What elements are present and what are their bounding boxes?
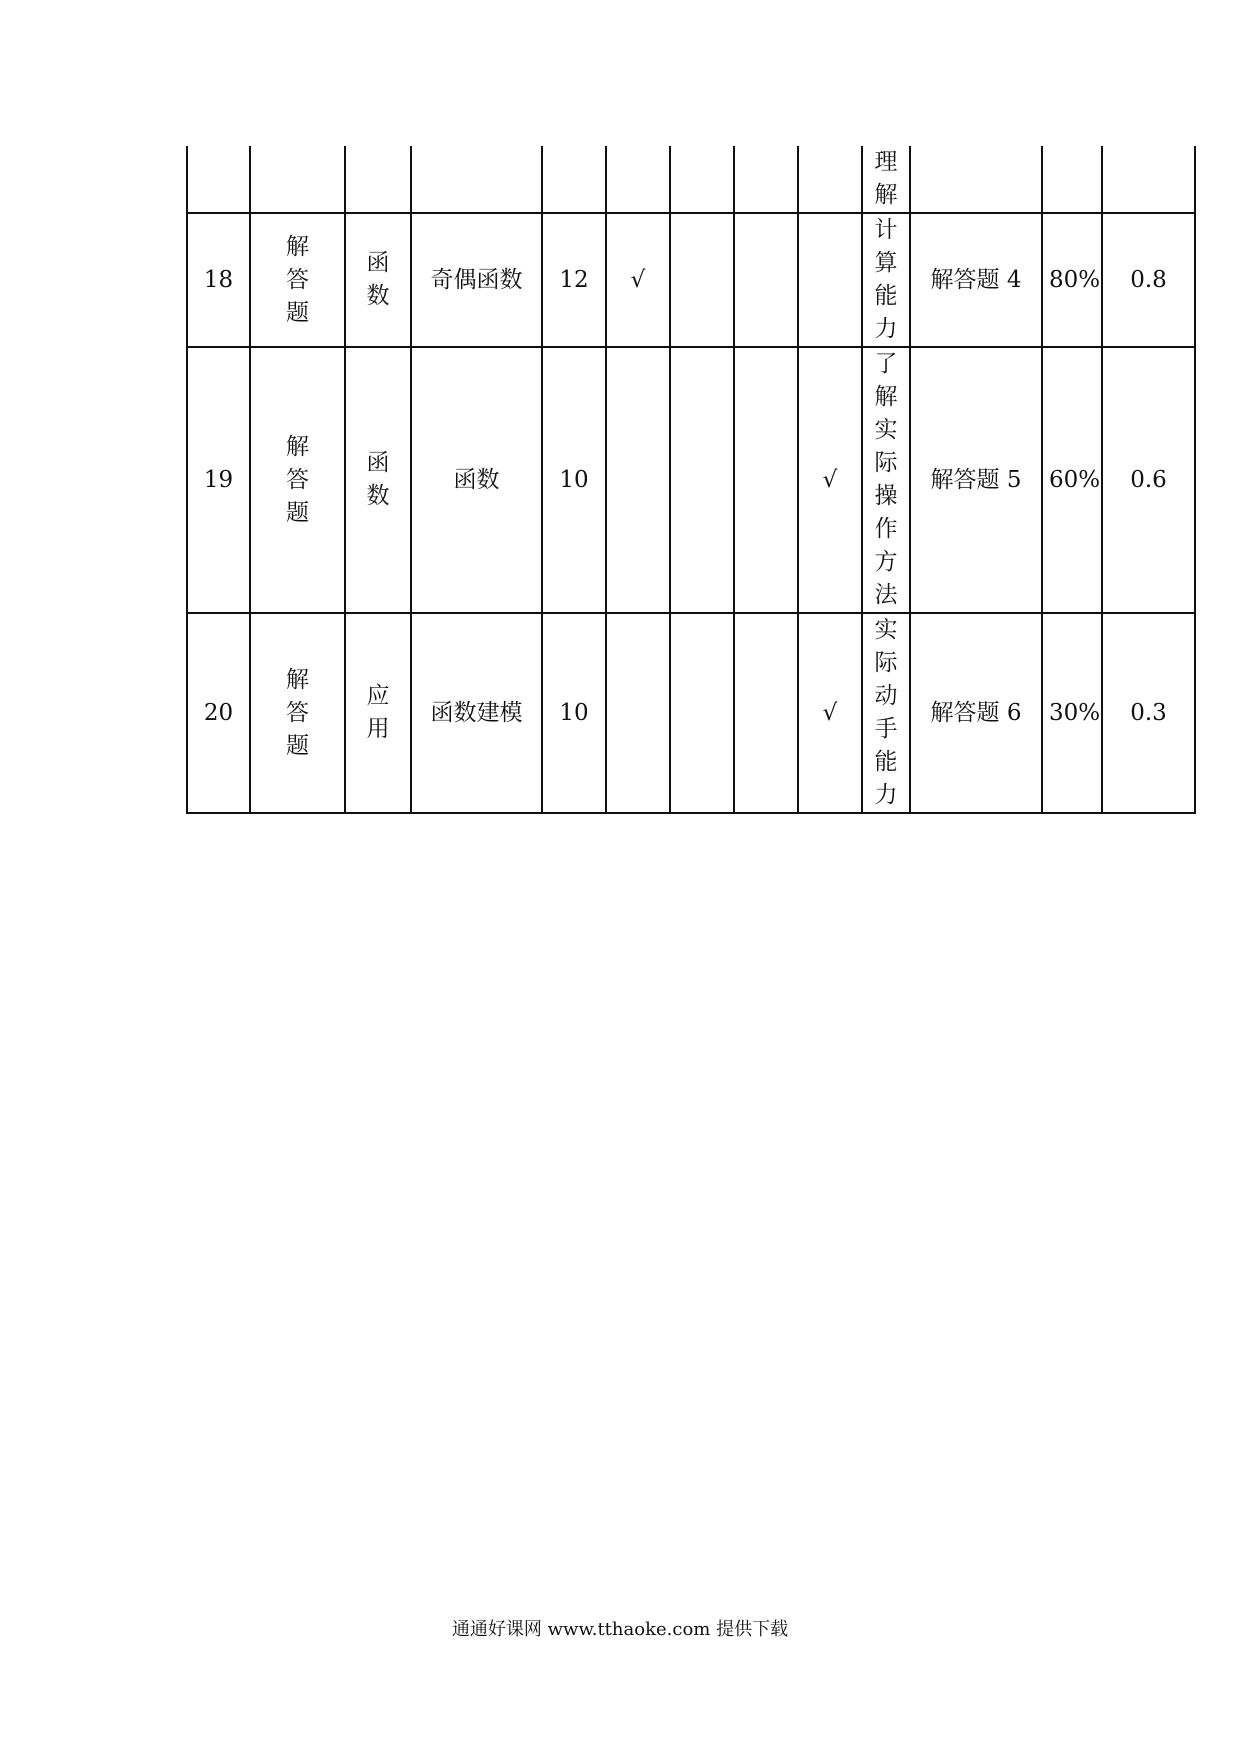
- cell-text: 了解实际操作方法: [874, 351, 898, 608]
- level-4-cell: √: [798, 347, 862, 613]
- level-2-cell: [670, 146, 734, 213]
- ability-cell: [862, 213, 910, 347]
- cell-text: 解答题: [285, 433, 309, 526]
- question-type-cell: [250, 146, 345, 213]
- module-cell: [345, 146, 411, 213]
- expected-rate-cell: 60%: [1042, 347, 1102, 613]
- level-3-cell: [734, 613, 798, 813]
- question-type-cell: [250, 347, 345, 613]
- question-number-cell: 19: [187, 347, 250, 613]
- level-4-cell: [798, 213, 862, 347]
- difficulty-cell: 0.8: [1102, 213, 1195, 347]
- level-1-cell: [606, 613, 670, 813]
- source-cell: 解答题 4: [910, 213, 1042, 347]
- cell-text: 解答题: [285, 666, 309, 759]
- score-cell: 12: [542, 213, 606, 347]
- level-3-cell: [734, 146, 798, 213]
- source-cell: 解答题 6: [910, 613, 1042, 813]
- module-cell: [345, 213, 411, 347]
- cell-text: 解答题: [285, 233, 309, 326]
- level-4-cell: [798, 146, 862, 213]
- table-row: [187, 613, 1195, 813]
- expected-rate-cell: [1042, 146, 1102, 213]
- question-type-cell: [250, 213, 345, 347]
- level-1-cell: [606, 146, 670, 213]
- difficulty-cell: 0.3: [1102, 613, 1195, 813]
- cell-text: 理解: [874, 149, 898, 208]
- ability-cell: [862, 146, 910, 213]
- difficulty-cell: [1102, 146, 1195, 213]
- level-3-cell: [734, 347, 798, 613]
- level-2-cell: [670, 213, 734, 347]
- level-1-cell: [606, 347, 670, 613]
- question-number-cell: 18: [187, 213, 250, 347]
- module-cell: [345, 613, 411, 813]
- source-cell: 解答题 5: [910, 347, 1042, 613]
- score-cell: 10: [542, 347, 606, 613]
- expected-rate-cell: 80%: [1042, 213, 1102, 347]
- level-2-cell: [670, 613, 734, 813]
- ability-cell: [862, 613, 910, 813]
- question-number-cell: [187, 146, 250, 213]
- module-cell: [345, 347, 411, 613]
- cell-text: 计算能力: [874, 217, 898, 342]
- content-cell: 奇偶函数: [411, 213, 542, 347]
- level-4-cell: √: [798, 613, 862, 813]
- ability-cell: [862, 347, 910, 613]
- footer-download-note: 通通好课网 www.tthaoke.com 提供下载: [451, 1619, 789, 1640]
- expected-rate-cell: 30%: [1042, 613, 1102, 813]
- score-cell: [542, 146, 606, 213]
- score-cell: 10: [542, 613, 606, 813]
- level-2-cell: [670, 347, 734, 613]
- table-row: [187, 213, 1195, 347]
- table-row: [187, 146, 1195, 213]
- exam-spec-table: [186, 146, 1196, 814]
- level-1-cell: √: [606, 213, 670, 347]
- content-cell: [411, 146, 542, 213]
- cell-text: 应用: [366, 683, 390, 742]
- difficulty-cell: 0.6: [1102, 347, 1195, 613]
- table-row: [187, 347, 1195, 613]
- question-number-cell: 20: [187, 613, 250, 813]
- source-cell: [910, 146, 1042, 213]
- content-cell: 函数: [411, 347, 542, 613]
- cell-text: 函数: [366, 450, 390, 509]
- question-type-cell: [250, 613, 345, 813]
- table-body: [187, 146, 1195, 813]
- cell-text: 函数: [366, 250, 390, 309]
- level-3-cell: [734, 213, 798, 347]
- content-cell: 函数建模: [411, 613, 542, 813]
- cell-text: 实际动手能力: [874, 617, 898, 808]
